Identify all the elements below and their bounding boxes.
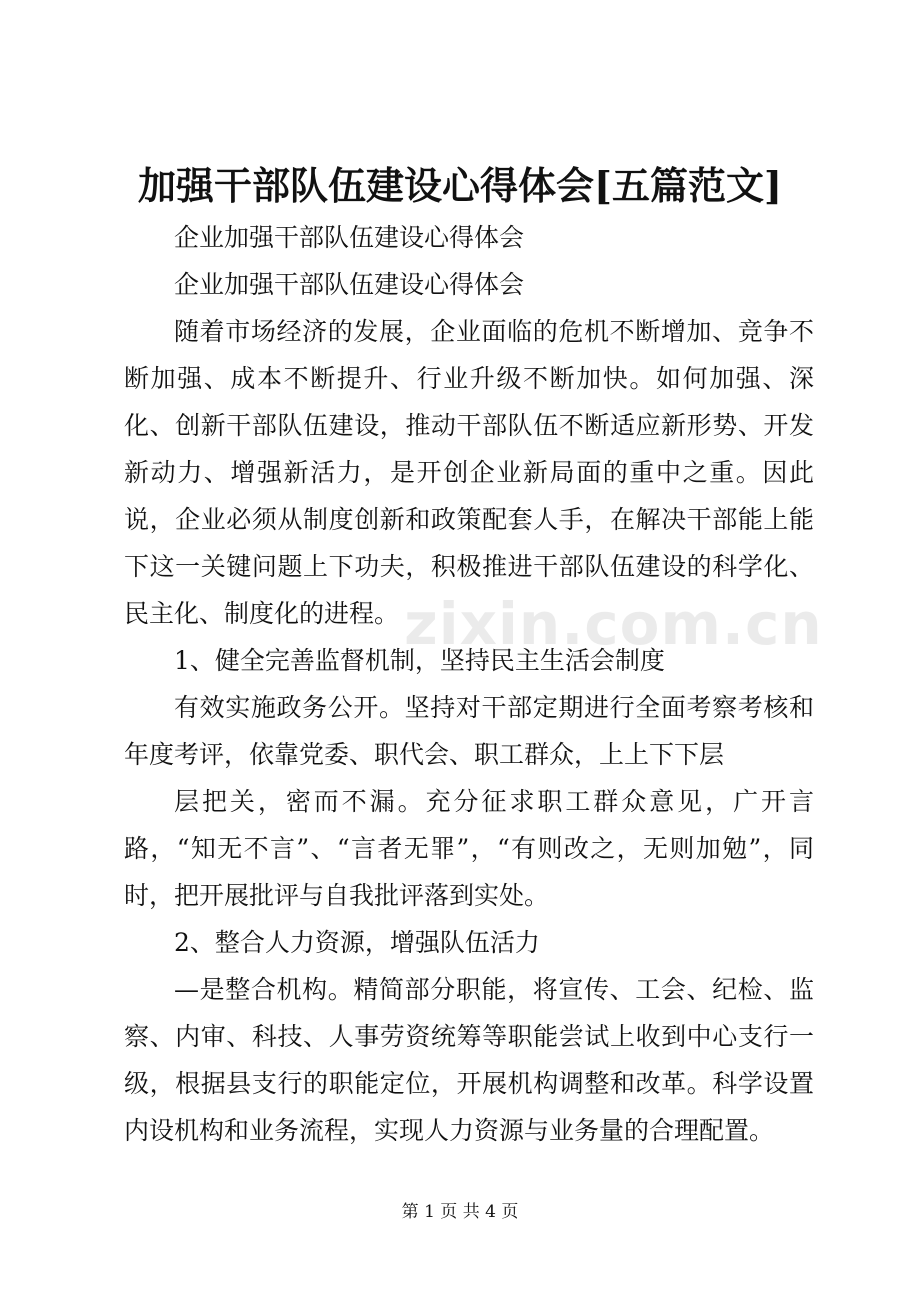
paragraph-subtitle-1: 企业加强干部队伍建设心得体会	[174, 223, 525, 252]
watermark: zixin.com.cn	[404, 590, 823, 658]
document-body	[124, 214, 814, 1154]
paragraph-section-2a: —是整合机构。精简部分职能，将宣传、工会、纪检、监察、内审、科技、人事劳资统筹等职能尝试上收到中心支行一级，根据县支行的职能定位，开展机构调整和改革。科学设置内设机构和业务流程，实现人力资源与业务量的合理配置。	[124, 975, 814, 1145]
paragraph-subtitle-2: 企业加强干部队伍建设心得体会	[174, 270, 525, 299]
paragraph-section-1a: 有效实施政务公开。坚持对干部定期进行全面考察考核和年度考评，依靠党委、职代会、职工群众，上上下下层	[124, 693, 814, 769]
page-footer: 第 1 页 共 4 页	[401, 1202, 519, 1222]
section-heading-1: 1、健全完善监督机制，坚持民主生活会制度	[174, 646, 665, 675]
document-title: 加强干部队伍建设心得体会[五篇范文]	[138, 163, 782, 208]
section-heading-2: 2、整合人力资源，增强队伍活力	[174, 928, 540, 957]
paragraph-intro: 随着市场经济的发展，企业面临的危机不断增加、竞争不断加强、成本不断提升、行业升级不断加快。如何加强、深化、创新干部队伍建设，推动干部队伍不断适应新形势、开发新动力、增强新活力，是开创企业新局面的重中之重。因此说，企业必须从制度创新和政策配套人手，在解决干部能上能下这一关键问题上下功夫，积极推进干部队伍建设的科学化、民主化、制度化的进程。	[124, 317, 814, 628]
paragraph-section-1b: 层把关，密而不漏。充分征求职工群众意见，广开言路，“知无不言”、“言者无罪”，“有则改之，无则加勉”，同时，把开展批评与自我批评落到实处。	[124, 787, 814, 910]
